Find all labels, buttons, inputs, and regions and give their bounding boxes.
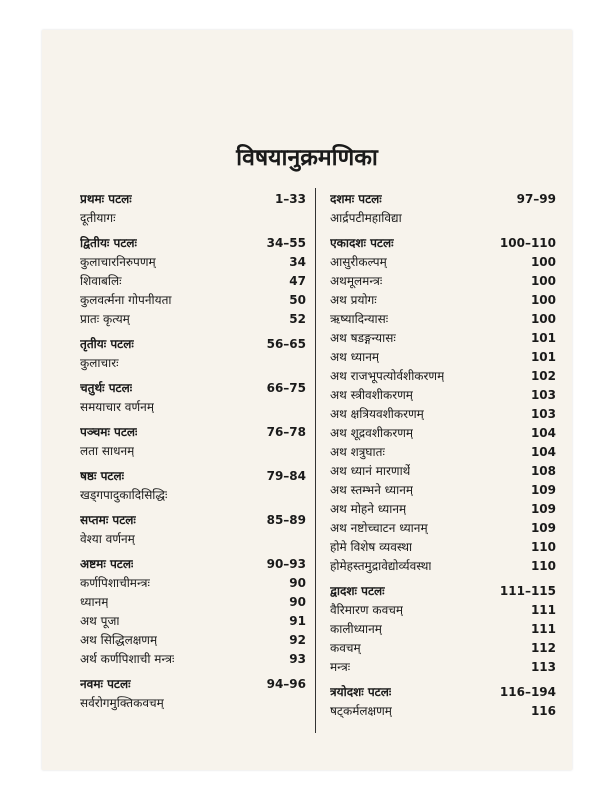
entry-page: 100 <box>530 255 556 269</box>
section-heading <box>330 582 556 601</box>
entry-title: अथ राजभूपत्योर्वशीकरणम् <box>330 369 445 383</box>
section-page-range: 90–93 <box>266 557 306 571</box>
toc-entry <box>330 620 556 639</box>
entry-page: 113 <box>530 660 556 674</box>
section-page-range: 116–194 <box>499 685 556 699</box>
section-heading <box>80 675 306 694</box>
toc-entry <box>80 650 306 669</box>
section-name: सप्तमः पटलः <box>80 513 136 527</box>
toc-entry <box>330 538 556 557</box>
entry-page: 110 <box>530 559 556 573</box>
toc-section <box>80 511 306 549</box>
entry-page: 91 <box>289 614 306 628</box>
entry-page: 109 <box>530 521 556 535</box>
toc-section <box>80 675 306 713</box>
toc-entry <box>330 658 556 677</box>
entry-page: 116 <box>530 704 556 718</box>
entry-title: ऋष्यादिन्यासः <box>330 312 389 326</box>
toc-entry <box>80 272 306 291</box>
toc-entry <box>330 557 556 576</box>
toc-entry <box>80 612 306 631</box>
entry-page: 104 <box>530 445 556 459</box>
entry-page: 93 <box>289 652 306 666</box>
section-page-range: 94–96 <box>266 677 306 691</box>
entry-title: कालीध्यानम् <box>330 622 382 636</box>
toc-entry <box>80 310 306 329</box>
entry-page: 111 <box>530 622 556 636</box>
entry-title: मन्त्रः <box>330 660 351 674</box>
section-heading <box>80 190 306 209</box>
toc-entry <box>330 481 556 500</box>
section-page-range: 79–84 <box>266 469 306 483</box>
entry-title: ध्यानम् <box>80 595 109 609</box>
section-name: अष्टमः पटलः <box>80 557 134 571</box>
entry-title: अथ प्रयोगः <box>330 293 377 307</box>
toc-section <box>80 467 306 505</box>
toc-section <box>80 190 306 228</box>
toc-right-column <box>330 190 556 727</box>
entry-title: अर्थ कर्णपिशाची मन्त्रः <box>80 652 175 666</box>
entry-title: अथ स्त्रीवशीकरणम् <box>330 388 413 402</box>
toc-section <box>80 423 306 461</box>
toc-entry <box>330 272 556 291</box>
toc-section <box>80 555 306 669</box>
section-page-range: 66–75 <box>266 381 306 395</box>
page-title: विषयानुक्रमणिका <box>236 145 378 171</box>
section-heading <box>80 423 306 442</box>
section-heading <box>80 335 306 354</box>
entry-page: 112 <box>530 641 556 655</box>
toc-section <box>80 234 306 329</box>
toc-entry <box>330 367 556 386</box>
entry-title: आसुरीकल्पम् <box>330 255 387 269</box>
section-name: त्रयोदशः पटलः <box>330 685 392 699</box>
entry-title: अथमूलमन्त्रः <box>330 274 383 288</box>
section-page-range: 34–55 <box>266 236 306 250</box>
entry-page: 102 <box>530 369 556 383</box>
toc-entry <box>330 291 556 310</box>
section-name: षष्ठः पटलः <box>80 469 125 483</box>
section-name: द्वादशः पटलः <box>330 584 385 598</box>
toc-section <box>330 190 556 228</box>
toc-entry <box>330 348 556 367</box>
toc-entry <box>80 291 306 310</box>
entry-page: 47 <box>289 274 306 288</box>
section-heading <box>80 555 306 574</box>
toc-entry <box>330 386 556 405</box>
entry-title: कवचम् <box>330 641 361 655</box>
toc-entry <box>330 405 556 424</box>
entry-title: होमे विशेष व्यवस्था <box>330 540 413 554</box>
entry-title: लता साधनम् <box>80 444 135 458</box>
entry-title: होमेहस्तमुद्रावेद्योर्व्यवस्था <box>330 559 432 573</box>
entry-page: 109 <box>530 483 556 497</box>
entry-page: 103 <box>530 407 556 421</box>
section-heading <box>80 379 306 398</box>
section-page-range: 56–65 <box>266 337 306 351</box>
toc-entry <box>80 354 306 373</box>
entry-page: 100 <box>530 312 556 326</box>
entry-title: आर्द्रपटीमहाविद्या <box>330 211 402 225</box>
section-heading <box>80 234 306 253</box>
toc-entry <box>330 601 556 620</box>
section-page-range: 85–89 <box>266 513 306 527</box>
entry-page: 52 <box>289 312 306 326</box>
toc-section <box>330 582 556 677</box>
entry-page: 109 <box>530 502 556 516</box>
entry-title: सर्वरोगमुक्तिकवचम् <box>80 696 164 710</box>
section-heading <box>330 234 556 253</box>
section-page-range: 1–33 <box>274 192 306 206</box>
toc-entry <box>330 253 556 272</box>
book-page <box>42 30 572 770</box>
entry-page: 103 <box>530 388 556 402</box>
section-heading <box>80 511 306 530</box>
section-page-range: 76–78 <box>266 425 306 439</box>
entry-title: खड्गपादुकादिसिद्धिः <box>80 488 168 502</box>
toc-section <box>330 683 556 721</box>
entry-page: 108 <box>530 464 556 478</box>
toc-section <box>80 335 306 373</box>
section-heading <box>330 683 556 702</box>
entry-title: षट्कर्मलक्षणम् <box>330 704 392 718</box>
toc-entry <box>80 253 306 272</box>
toc-entry <box>330 500 556 519</box>
section-page-range: 111–115 <box>499 584 556 598</box>
entry-title: वेश्या वर्णनम् <box>80 532 135 546</box>
entry-page: 101 <box>530 350 556 364</box>
toc-entry <box>80 694 306 713</box>
toc-entry <box>80 398 306 417</box>
section-name: एकादशः पटलः <box>330 236 394 250</box>
entry-title: कुलवर्त्मना गोपनीयता <box>80 293 172 307</box>
entry-title: अथ सिद्धिलक्षणम् <box>80 633 158 647</box>
section-page-range: 100–110 <box>499 236 556 250</box>
entry-title: शिवाबलिः <box>80 274 122 288</box>
section-name: प्रथमः पटलः <box>80 192 132 206</box>
entry-title: अथ शूद्रवशीकरणम् <box>330 426 414 440</box>
entry-page: 101 <box>530 331 556 345</box>
section-name: पञ्चमः पटलः <box>80 425 138 439</box>
entry-title: वैरिमारण कवचम् <box>330 603 404 617</box>
entry-title: अथ स्तम्भने ध्यानम् <box>330 483 414 497</box>
entry-title: कुलाचारनिरुपणम् <box>80 255 156 269</box>
toc-entry <box>80 593 306 612</box>
toc-entry <box>330 424 556 443</box>
entry-title: अथ मोहने ध्यानम् <box>330 502 407 516</box>
entry-title: अथ शत्रुघातः <box>330 445 385 459</box>
entry-title: अथ नष्टोच्चाटन ध्यानम् <box>330 521 428 535</box>
entry-page: 92 <box>289 633 306 647</box>
entry-page: 100 <box>530 293 556 307</box>
section-name: दशमः पटलः <box>330 192 382 206</box>
entry-page: 90 <box>289 595 306 609</box>
toc-entry <box>330 462 556 481</box>
toc-entry <box>330 329 556 348</box>
entry-page: 50 <box>289 293 306 307</box>
toc-entry <box>80 486 306 505</box>
entry-title: दूतीयागः <box>80 211 116 225</box>
entry-title: अथ ध्यानं मारणार्थे <box>330 464 411 478</box>
section-name: नवमः पटलः <box>80 677 131 691</box>
entry-title: प्रातः कृत्यम् <box>80 312 130 326</box>
toc-entry <box>330 702 556 721</box>
section-page-range: 97–99 <box>516 192 556 206</box>
entry-page: 111 <box>530 603 556 617</box>
entry-title: अथ पूजा <box>80 614 120 628</box>
toc-section <box>330 234 556 576</box>
entry-title: कुलाचारः <box>80 356 119 370</box>
toc-entry <box>330 443 556 462</box>
section-heading <box>80 467 306 486</box>
toc-entry <box>330 519 556 538</box>
section-name: द्वितीयः पटलः <box>80 236 137 250</box>
entry-title: अथ ध्यानम् <box>330 350 380 364</box>
entry-title: कर्णपिशाचीमन्त्रः <box>80 576 150 590</box>
toc-entry <box>80 574 306 593</box>
section-name: चतुर्थः पटलः <box>80 381 133 395</box>
toc-entry <box>80 209 306 228</box>
toc-entry <box>330 310 556 329</box>
column-divider <box>315 188 316 733</box>
entry-title: अथ क्षत्रियवशीकरणम् <box>330 407 424 421</box>
toc-entry <box>80 442 306 461</box>
toc-entry <box>330 209 556 228</box>
section-name: तृतीयः पटलः <box>80 337 134 351</box>
entry-page: 34 <box>289 255 306 269</box>
entry-title: अथ षडङ्गन्यासः <box>330 331 396 345</box>
entry-page: 100 <box>530 274 556 288</box>
entry-page: 90 <box>289 576 306 590</box>
entry-title: समयाचार वर्णनम् <box>80 400 154 414</box>
entry-page: 104 <box>530 426 556 440</box>
toc-entry <box>80 530 306 549</box>
entry-page: 110 <box>530 540 556 554</box>
toc-entry <box>80 631 306 650</box>
toc-left-column <box>80 190 306 719</box>
toc-section <box>80 379 306 417</box>
toc-entry <box>330 639 556 658</box>
section-heading <box>330 190 556 209</box>
